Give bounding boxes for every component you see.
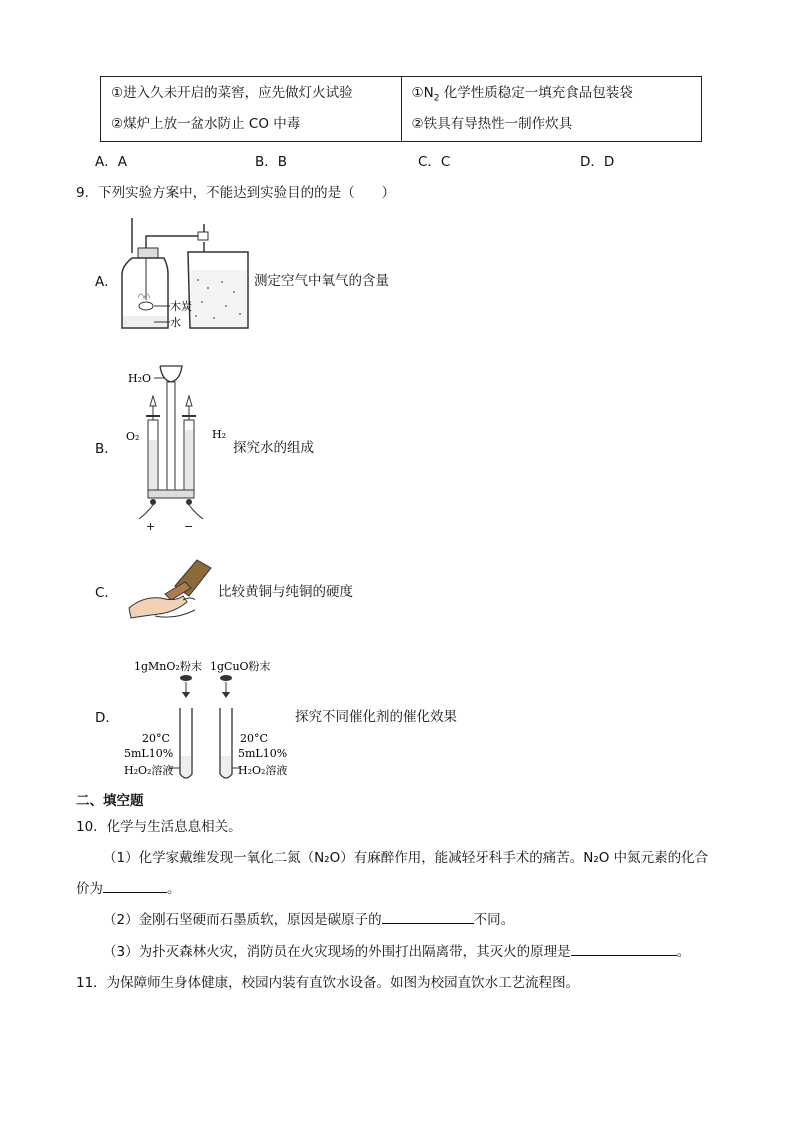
q8-option-d[interactable]: D．D (580, 154, 615, 170)
left-solution: H₂O₂溶液 (124, 764, 174, 777)
q10-p3: （3）为扑灭森林火灾，消防员在火灾现场的外围打出隔离带，其灭火的原理是 。 (103, 940, 690, 960)
q10-blank-3[interactable] (571, 941, 677, 956)
q9-option-d-label[interactable]: D． (95, 710, 119, 726)
right-temp: 20°C (240, 732, 268, 745)
q9-option-c-text: 比较黄铜与纯铜的硬度 (218, 584, 353, 600)
water-label: 水 (170, 316, 181, 329)
q10-blank-2[interactable] (382, 909, 474, 924)
cathode-minus: − (184, 520, 194, 532)
table-left-line-2: ②煤炉上放一盆水防止 CO 中毒 (111, 116, 301, 132)
q10-stem: 10．化学与生活息息相关。 (76, 819, 242, 835)
table-left-line-1: ①进入久未开启的菜窖，应先做灯火试验 (111, 85, 353, 101)
o2-label: O₂ (126, 430, 140, 443)
q8-option-a[interactable]: A．A (95, 154, 127, 170)
cuo-label: 1gCuO粉末 (210, 660, 271, 673)
right-volume: 5mL10% (238, 747, 288, 760)
q10-p1-line1: （1）化学家戴维发现一氧化二氮（N₂O）有麻醉作用，能减轻牙科手术的痛苦。N₂O 中氮元素的化合 (103, 850, 709, 866)
q8-option-c[interactable]: C．C (418, 154, 451, 170)
q9-option-d-text: 探究不同催化剂的催化效果 (295, 709, 457, 725)
table-cell-left (101, 77, 402, 142)
charcoal-label: 木炭 (170, 300, 192, 313)
q10-blank-1[interactable] (103, 878, 167, 893)
scratch-hardness-illustration (125, 556, 215, 624)
q9-option-b-label[interactable]: B． (95, 441, 118, 457)
q9-option-b-text: 探究水的组成 (233, 440, 314, 456)
h2o-label: H₂O (128, 372, 152, 385)
water-electrolysis-apparatus (120, 360, 232, 532)
q8-option-table (100, 76, 702, 142)
table-right-line-2: ②铁具有导热性一制作炊具 (411, 116, 573, 132)
left-volume: 5mL10% (124, 747, 174, 760)
q9-stem: 9．下列实验方案中，不能达到实验目的的是（ ） (76, 185, 396, 201)
anode-plus: + (146, 520, 156, 532)
q10-p2: （2）金刚石坚硬而石墨质软，原因是碳原子的 不同。 (103, 908, 514, 928)
q9-option-a-label[interactable]: A． (95, 274, 118, 290)
table-cell-right (401, 77, 702, 142)
q8-option-b[interactable]: B．B (255, 154, 288, 170)
section-title-fill-blank: 二、填空题 (76, 793, 144, 809)
table-right-line-1: $①N_2$ 化学性质稳定一填充食品包装袋 (411, 85, 633, 104)
q10-p1-line2: 价为 。 (76, 877, 181, 897)
q11-stem: 11．为保障师生身体健康，校园内装有直饮水设备。如图为校园直饮水工艺流程图。 (76, 975, 580, 991)
q9-option-c-label[interactable]: C． (95, 585, 118, 601)
catalyst-comparison-apparatus (120, 656, 300, 784)
right-solution: H₂O₂溶液 (238, 764, 288, 777)
q9-option-a-text: 测定空气中氧气的含量 (254, 273, 389, 289)
left-temp: 20°C (142, 732, 170, 745)
h2-label: H₂ (212, 428, 227, 441)
mno2-label: 1gMnO₂粉末 (134, 660, 202, 673)
oxygen-measure-apparatus (118, 218, 250, 336)
